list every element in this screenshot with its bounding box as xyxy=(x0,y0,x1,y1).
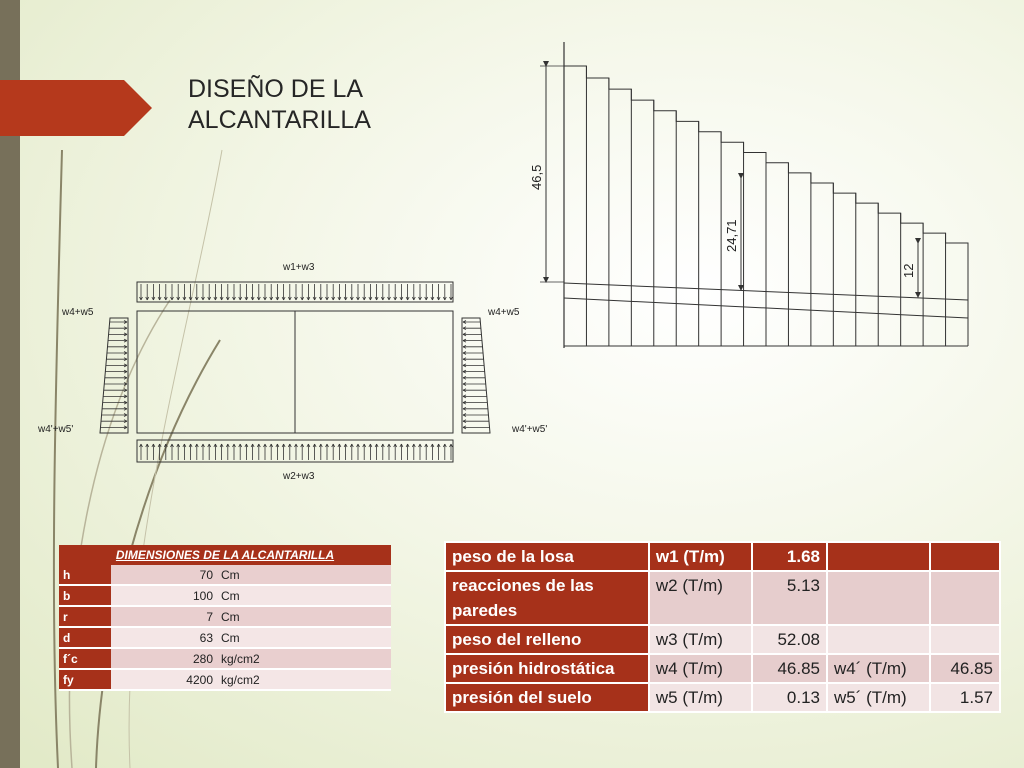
load-value-2 xyxy=(930,571,1000,625)
label-bottom-load: w2+w3 xyxy=(283,471,315,482)
load-name: peso del relleno xyxy=(445,625,649,654)
dim-key: h xyxy=(59,565,111,585)
pressure-diagram xyxy=(529,42,968,348)
bottom-load-arrows xyxy=(140,444,453,460)
table-row xyxy=(59,606,391,627)
load-symbol-2: w5´ (T/m) xyxy=(827,683,930,712)
table-row xyxy=(59,585,391,606)
right-lateral-arrows xyxy=(463,321,490,429)
dim-value: 4200 xyxy=(111,669,217,690)
load-symbol-2 xyxy=(827,571,930,625)
load-value-2: 1.57 xyxy=(930,683,1000,712)
dim-key: fy xyxy=(59,669,111,690)
title-line-2: ALCANTARILLA xyxy=(188,106,371,134)
dim-value: 280 xyxy=(111,648,217,669)
label-right-top: w4+w5 xyxy=(488,307,520,318)
dim-key: f´c xyxy=(59,648,111,669)
dim-value: 100 xyxy=(111,585,217,606)
table-row xyxy=(445,571,1000,625)
dim-key: d xyxy=(59,627,111,648)
load-name: presión hidrostática xyxy=(445,654,649,683)
right-lateral-load xyxy=(462,318,490,433)
load-value: 1.68 xyxy=(752,542,827,571)
pressure-step-lines xyxy=(586,66,968,346)
top-load-arrows xyxy=(140,284,453,300)
dim-value: 70 xyxy=(111,565,217,585)
load-value-2 xyxy=(930,542,1000,571)
load-symbol-2 xyxy=(827,625,930,654)
dim-unit: Cm xyxy=(217,585,391,606)
label-left-top: w4+w5 xyxy=(62,307,94,318)
dim-mid-label: 24,71 xyxy=(724,219,739,252)
label-top-load: w1+w3 xyxy=(283,262,315,273)
dim-value: 63 xyxy=(111,627,217,648)
table-row xyxy=(59,627,391,648)
load-symbol: w4 (T/m) xyxy=(649,654,752,683)
dim-key: b xyxy=(59,585,111,606)
load-name: peso de la losa xyxy=(445,542,649,571)
table-row xyxy=(59,565,391,585)
load-value: 46.85 xyxy=(752,654,827,683)
left-lateral-load xyxy=(100,318,128,433)
title-line-1: DISEÑO DE LA xyxy=(188,75,364,103)
load-symbol: w1 (T/m) xyxy=(649,542,752,571)
load-symbol: w2 (T/m) xyxy=(649,571,752,625)
dim-total-label: 46,5 xyxy=(529,164,544,190)
load-symbol-2 xyxy=(827,542,930,571)
dim-unit: Cm xyxy=(217,565,391,585)
load-name: presión del suelo xyxy=(445,683,649,712)
table-row xyxy=(59,648,391,669)
load-name: reacciones de las paredes xyxy=(445,571,649,625)
loads-table xyxy=(444,541,1001,713)
load-value: 5.13 xyxy=(752,571,827,625)
dim-key: r xyxy=(59,606,111,627)
label-left-bottom: w4'+w5' xyxy=(38,424,74,435)
dimensions-table-header: DIMENSIONES DE LA ALCANTARILLA xyxy=(59,545,391,565)
dim-unit: Cm xyxy=(217,606,391,627)
dimensions-table xyxy=(59,545,391,691)
culvert-diagram xyxy=(37,262,547,482)
load-value-2 xyxy=(930,625,1000,654)
load-symbol: w5 (T/m) xyxy=(649,683,752,712)
load-value: 52.08 xyxy=(752,625,827,654)
label-right-bottom: w4'+w5' xyxy=(512,424,548,435)
dim-unit: kg/cm2 xyxy=(217,648,391,669)
table-row xyxy=(59,669,391,690)
left-lateral-arrows xyxy=(100,321,127,429)
dim-end-label: 12 xyxy=(901,263,916,278)
dim-value: 7 xyxy=(111,606,217,627)
dim-unit: kg/cm2 xyxy=(217,669,391,690)
table-row xyxy=(445,625,1000,654)
load-symbol: w3 (T/m) xyxy=(649,625,752,654)
load-value-2: 46.85 xyxy=(930,654,1000,683)
table-row xyxy=(445,654,1000,683)
dim-unit: Cm xyxy=(217,627,391,648)
load-value: 0.13 xyxy=(752,683,827,712)
load-symbol-2: w4´ (T/m) xyxy=(827,654,930,683)
table-row xyxy=(445,542,1000,571)
table-row xyxy=(445,683,1000,712)
